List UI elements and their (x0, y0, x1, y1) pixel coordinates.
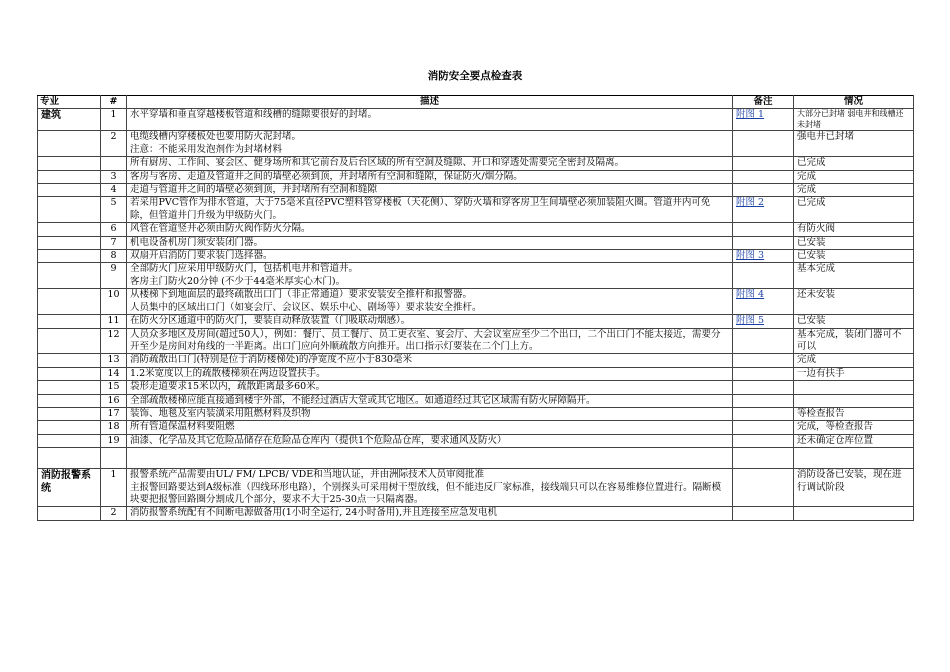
description-line: 全部疏散楼梯应能直接通到楼宇外部，不能经过酒店大堂或其它地区。如通道经过其它区域需有防火屏障隔开。 (130, 394, 596, 406)
description-line: 双扇开启消防门要求装门选择器。 (130, 250, 273, 262)
description-line: 全部防火门应采用甲级防火门，包括机电井和管道井。 (130, 263, 359, 275)
description-cell (127, 421, 733, 434)
description-cell (127, 328, 733, 354)
table-row (38, 367, 914, 380)
table-row (38, 131, 914, 157)
row-number: 15 (101, 381, 127, 394)
table-row (38, 263, 914, 289)
empty-cell (127, 448, 733, 469)
category-cell (38, 507, 101, 520)
note-cell (733, 250, 794, 263)
row-number: 4 (101, 184, 127, 197)
status-cell: 完成 (794, 184, 914, 197)
table-row (38, 250, 914, 263)
row-number: 2 (101, 131, 127, 157)
row-number: 9 (101, 263, 127, 289)
note-cell (733, 263, 794, 289)
description-line: 袋形走道要求15米以内，疏散距离最多60米。 (130, 381, 326, 393)
category-cell (38, 367, 101, 380)
row-number: 6 (101, 223, 127, 236)
status-cell: 有防火阀 (794, 223, 914, 236)
category-cell (38, 354, 101, 367)
description-line: 所有管道保温材料要阻燃 (130, 421, 235, 433)
status-cell: 还未确定仓库位置 (794, 434, 914, 447)
attachment-link[interactable]: 附图 1 (736, 109, 765, 121)
note-cell (733, 407, 794, 420)
attachment-link[interactable]: 附图 5 (736, 315, 765, 327)
description-line: 人员众多地区及房间(超过50人），例如：餐厅、员工餐厅、员工更衣室、宴会厅、大会议室应至少二个出口，二个出口门不能太接近，需要分开至少是房间对角线的一半距离。出口门应向外顺疏散方向推开。出口指示灯要装在二个门上方。 (130, 328, 721, 352)
row-number (101, 157, 127, 170)
row-number: 5 (101, 197, 127, 223)
description-line: 走道与管道井之间的墙壁必须到顶，并封堵所有空洞和缝隙 (130, 184, 378, 196)
note-cell (733, 315, 794, 328)
status-cell: 大部分已封堵 弱电井和线槽还未封堵 (794, 109, 914, 131)
category-cell (38, 236, 101, 249)
table-row (38, 223, 914, 236)
note-cell (733, 131, 794, 157)
description-cell (127, 250, 733, 263)
table-row (38, 394, 914, 407)
row-number: 12 (101, 328, 127, 354)
row-number: 14 (101, 367, 127, 380)
table-row (38, 170, 914, 183)
attachment-link[interactable]: 附图 4 (736, 289, 765, 301)
header-number: # (101, 96, 127, 109)
note-cell (733, 223, 794, 236)
status-cell: 基本完成，装闭门器可不可以 (794, 328, 914, 354)
table-row (38, 381, 914, 394)
description-cell (127, 109, 733, 131)
description-line: 机电设备机房门须安装闭门器。 (130, 236, 264, 248)
row-number: 1 (101, 469, 127, 507)
attachment-link[interactable]: 附图 2 (736, 197, 765, 209)
note-cell (733, 469, 794, 507)
table-row (38, 328, 914, 354)
row-number: 3 (101, 170, 127, 183)
note-cell (733, 236, 794, 249)
status-cell: 消防设备已安装，现在进行调试阶段 (794, 469, 914, 507)
category-cell (38, 381, 101, 394)
note-cell (733, 381, 794, 394)
category-cell (38, 197, 101, 223)
status-cell: 已安装 (794, 236, 914, 249)
status-cell: 还未安装 (794, 289, 914, 315)
note-cell (733, 109, 794, 131)
category-cell: 消防报警系统 (38, 469, 101, 507)
category-cell (38, 289, 101, 315)
header-note: 备注 (733, 96, 794, 109)
table-row (38, 236, 914, 249)
status-cell: 完成 (794, 354, 914, 367)
description-cell (127, 223, 733, 236)
description-line: 水平穿墙和垂直穿越楼板管道和线槽的缝隙要很好的封堵。 (130, 109, 378, 121)
description-line: 消防疏散出口门(特别是位于消防楼梯处)的净宽度不应小于830毫米 (130, 354, 413, 366)
description-cell (127, 469, 733, 507)
description-cell (127, 381, 733, 394)
description-line: 从楼梯下到地面层的最终疏散出口门（非正常通道）要求安装安全推杆和报警器。 (130, 289, 473, 301)
description-line: 客房与客房、走道及管道井之间的墙壁必须到顶，并封堵所有空洞和缝隙，保证防火/烟分隔。 (130, 170, 523, 182)
description-cell (127, 131, 733, 157)
description-line: 主报警回路要达到A级标准（四线环形电路），个别探头可采用树干型放线，但不能违反厂家标准，接线端只可以在容易维修位置进行。隔断模块要把报警回路圈分割成几个部分，要求不大于25-30点一只隔离器。 (130, 481, 722, 505)
category-cell (38, 407, 101, 420)
description-cell (127, 407, 733, 420)
row-number: 11 (101, 315, 127, 328)
description-cell (127, 394, 733, 407)
description-cell (127, 197, 733, 223)
category-cell (38, 170, 101, 183)
category-cell (38, 434, 101, 447)
table-row (38, 197, 914, 223)
status-cell: 完成 (794, 170, 914, 183)
note-cell (733, 507, 794, 520)
table-row (38, 507, 914, 520)
status-cell (794, 381, 914, 394)
table-row (38, 315, 914, 328)
note-cell (733, 434, 794, 447)
row-number: 17 (101, 407, 127, 420)
status-cell: 已安装 (794, 315, 914, 328)
category-cell (38, 263, 101, 289)
category-cell (38, 250, 101, 263)
status-cell: 基本完成 (794, 263, 914, 289)
description-line: 所有厨房、工作间、宴会区、健身场所和其它前台及后台区域的所有空洞及缝隙、开口和穿透处需要完全密封及隔离。 (130, 157, 625, 169)
category-cell (38, 394, 101, 407)
row-number: 16 (101, 394, 127, 407)
description-cell (127, 367, 733, 380)
category-cell (38, 184, 101, 197)
status-cell (794, 507, 914, 520)
category-cell (38, 328, 101, 354)
description-cell (127, 157, 733, 170)
category-cell (38, 223, 101, 236)
description-line: 电缆线槽内穿楼板处也要用防火泥封堵。 (130, 131, 302, 143)
description-cell (127, 170, 733, 183)
description-line: 风管在管道竖井必须由防火阀作防火分隔。 (130, 223, 311, 235)
description-cell (127, 263, 733, 289)
description-line: 在防火分区通道中的防火门，要装自动释放装置（门吸联动烟感）。 (130, 315, 411, 327)
row-number: 18 (101, 421, 127, 434)
category-cell (38, 315, 101, 328)
description-line: 人员集中的区域出口门（如宴会厅、会议区、娱乐中心、剧场等）要求装安全推杆。 (130, 301, 482, 313)
table-row (38, 184, 914, 197)
status-cell: 已完成 (794, 197, 914, 223)
row-number: 2 (101, 507, 127, 520)
description-line: 客房主门防火20分钟 (不少于44毫米厚实心木门)。 (130, 275, 346, 287)
table-row (38, 421, 914, 434)
table-row (38, 157, 914, 170)
row-number: 7 (101, 236, 127, 249)
description-cell (127, 184, 733, 197)
table-row (38, 469, 914, 507)
note-cell (733, 184, 794, 197)
section-spacer-row (38, 448, 914, 469)
row-number: 8 (101, 250, 127, 263)
table-row (38, 289, 914, 315)
note-cell (733, 289, 794, 315)
row-number: 19 (101, 434, 127, 447)
status-cell: 已安装 (794, 250, 914, 263)
empty-cell (733, 448, 794, 469)
header-description: 描述 (127, 96, 733, 109)
empty-cell (101, 448, 127, 469)
description-cell (127, 507, 733, 520)
description-line: 1.2米宽度以上的疏散楼梯须在两边设置扶手。 (130, 367, 326, 379)
checklist-table (37, 95, 914, 521)
status-cell: 已完成 (794, 157, 914, 170)
status-cell: 等检查报告 (794, 407, 914, 420)
table-row (38, 354, 914, 367)
row-number: 13 (101, 354, 127, 367)
description-line: 若采用PVC管作为排水管道，大于75毫米直径PVC塑料管穿楼板（天花侧）、穿防火墙和穿客房卫生间墙壁必须加装阻火圈。管道井内可免除，但管道井门升级为甲级防火门。 (130, 197, 711, 221)
note-cell (733, 170, 794, 183)
note-cell (733, 157, 794, 170)
status-cell: 一边有扶手 (794, 367, 914, 380)
description-cell (127, 289, 733, 315)
empty-cell (38, 448, 101, 469)
category-cell: 建筑 (38, 109, 101, 131)
category-cell (38, 421, 101, 434)
row-number: 1 (101, 109, 127, 131)
page-title: 消防安全要点检查表 (427, 70, 523, 82)
category-cell (38, 157, 101, 170)
note-cell (733, 394, 794, 407)
empty-cell (794, 448, 914, 469)
description-line: 油漆、化学品及其它危险品储存在危险品仓库内（提供1个危险品仓库，要求通风及防火） (130, 434, 507, 446)
attachment-link[interactable]: 附图 3 (736, 250, 765, 262)
table-row (38, 109, 914, 131)
description-line: 报警系统产品需要由UL/ FM/ LPCB/ VDE和当地认证，并由洲际技术人员审阅批准 (130, 469, 485, 481)
note-cell (733, 328, 794, 354)
note-cell (733, 354, 794, 367)
status-cell (794, 394, 914, 407)
header-category: 专业 (38, 96, 101, 109)
category-cell (38, 131, 101, 157)
description-cell (127, 434, 733, 447)
note-cell (733, 421, 794, 434)
description-line: 装饰、地毯及室内装潢采用阻燃材料及织物 (130, 407, 311, 419)
description-cell (127, 236, 733, 249)
description-cell (127, 354, 733, 367)
description-line: 注意：不能采用发泡剂作为封堵材料 (130, 143, 283, 155)
row-number: 10 (101, 289, 127, 315)
table-row (38, 434, 914, 447)
table-body (38, 109, 914, 520)
description-line: 消防报警系统配有不间断电源做备用(1小时全运行, 24小时备用),并且连接至应急发电机 (130, 507, 498, 519)
description-cell (127, 315, 733, 328)
table-row (38, 407, 914, 420)
note-cell (733, 197, 794, 223)
table-header-row (38, 96, 914, 109)
header-status: 情况 (794, 96, 914, 109)
note-cell (733, 367, 794, 380)
status-cell: 强电井已封堵 (794, 131, 914, 157)
status-cell: 完成，等检查报告 (794, 421, 914, 434)
